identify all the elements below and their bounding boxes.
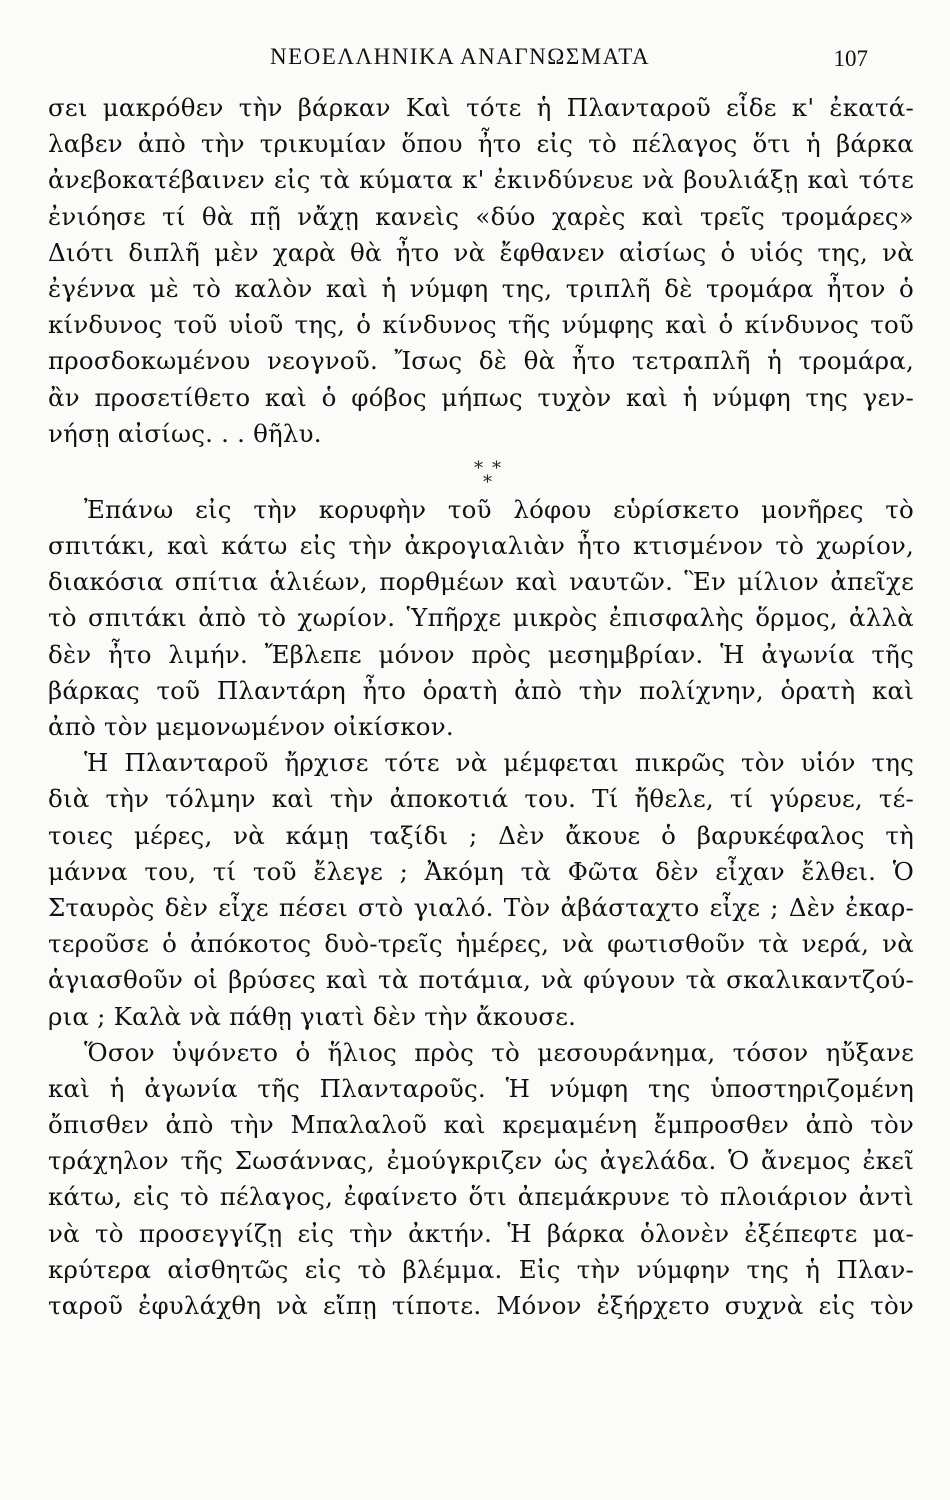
page-number: 107 [833, 46, 868, 71]
text-line: καὶ ἡ ἀγωνία τῆς Πλανταροῦς. Ἡ νύμφη της ὑποστηριζομένη [48, 1073, 914, 1103]
text-line: κρύτερα αἰσθητῶς εἰς τὸ βλέμμα. Εἰς τὴν νύμφην της ἡ Πλαν- [48, 1254, 914, 1284]
page-header [0, 44, 950, 80]
running-title: ΝΕΟΕΛΛΗΝΙΚΑ ΑΝΑΓΝΩΣΜΑΤΑ [270, 44, 651, 69]
text-line: ἐνιόησε τί θὰ πῇ νἄχῃ κανεὶς «δύο χαρὲς καὶ τρεῖς τρομάρες» [48, 201, 914, 231]
asterisk: * [483, 471, 492, 493]
asterisk: * [492, 457, 501, 479]
text-line: νὰ τὸ προσεγγίζῃ εἰς τὴν ἀκτήν. Ἡ βάρκα ὁλονὲν ἐξέπεφτε μα- [48, 1218, 914, 1248]
asterisk: * [474, 457, 483, 479]
text-line: Ἡ Πλανταροῦ ἤρχισε τότε νὰ μέμφεται πικρῶς τὸν υἱόν της [84, 748, 914, 778]
text-line: λαβεν ἀπὸ τὴν τρικυμίαν ὅπου ἦτο εἰς τὸ πέλαγος ὅτι ἡ βάρκα [48, 129, 914, 159]
text-line: τράχηλον τῆς Σωσάννας, ἐμούγκριζεν ὡς ἀγελάδα. Ὁ ἄνεμος ἐκεῖ [48, 1146, 914, 1176]
text-line: κάτω, εἰς τὸ πέλαγος, ἐφαίνετο ὅτι ἀπεμάκρυνε τὸ πλοιάριον ἀντὶ [48, 1182, 914, 1212]
text-line: ἐγέννα μὲ τὸ καλὸν καὶ ἡ νύμφη της, τριπλῆ δὲ τρομάρα ἦτον ὁ [48, 273, 914, 303]
text-line: ἂν προσετίθετο καὶ ὁ φόβος μήπως τυχὸν καὶ ἡ νύμφη της γεν- [48, 382, 914, 412]
text-line: σπιτάκι, καὶ κάτω εἰς τὴν ἀκρογιαλιὰν ἦτο κτισμένον τὸ χωρίον, [48, 531, 914, 561]
text-line: δὲν ἦτο λιμήν. Ἔβλεπε μόνον πρὸς μεσημβρίαν. Ἡ ἀγωνία τῆς [48, 639, 914, 669]
paragraph-2 [48, 492, 914, 745]
text-line: Διότι διπλῆ μὲν χαρὰ θὰ ἦτο νὰ ἔφθανεν αἰσίως ὁ υἱός της, νὰ [48, 237, 914, 267]
page-body [48, 90, 914, 1324]
text-line: τεροῦσε ὁ ἀπόκοτος δυὸ-τρεῖς ἡμέρες, νὰ φωτισθοῦν τὰ νερά, νὰ [48, 929, 914, 959]
text-line: διὰ τὴν τόλμην καὶ τὴν ἀποκοτιά του. Τί ἤθελε, τί γύρευε, τέ- [48, 784, 914, 814]
text-line: ἁγιασθοῦν οἱ βρύσες καὶ τὰ ποτάμια, νὰ φύγουν τὰ σκαλικαντζού- [48, 965, 914, 995]
text-line: Ὅσον ὑψόνετο ὁ ἥλιος πρὸς τὸ μεσουράνημα, τόσον ηὔξανε [84, 1037, 914, 1067]
text-line: μάννα του, τί τοῦ ἔλεγε ; Ἀκόμη τὰ Φῶτα δὲν εἶχαν ἔλθει. Ὁ [48, 856, 914, 886]
text-line: Ἐπάνω εἰς τὴν κορυφὴν τοῦ λόφου εὑρίσκετο μονῆρες τὸ [84, 494, 914, 524]
text-line: διακόσια σπίτια ἁλιέων, πορθμέων καὶ ναυτῶν. Ἓν μίλιον ἀπεῖχε [48, 567, 914, 597]
paragraph-4 [48, 1035, 914, 1325]
paragraph-1 [48, 90, 914, 452]
paragraph-3 [48, 745, 914, 1035]
text-line: Σταυρὸς δὲν εἶχε πέσει στὸ γιαλό. Τὸν ἀβάσταχτο εἶχε ; Δὲν ἐκαρ- [48, 892, 914, 922]
text-line: προσδοκωμένου νεογνοῦ. Ἴσως δὲ θὰ ἦτο τετραπλῆ ἡ τρομάρα, [48, 346, 914, 376]
text-line: κίνδυνος τοῦ υἱοῦ της, ὁ κίνδυνος τῆς νύμφης καὶ ὁ κίνδυνος τοῦ [48, 310, 914, 340]
text-line: βάρκας τοῦ Πλαντάρη ἦτο ὁρατὴ ἀπὸ τὴν πολίχνην, ὁρατὴ καὶ [48, 675, 914, 705]
text-line: ἀνεβοκατέβαινεν εἰς τὰ κύματα κ' ἐκινδύνευε νὰ βουλιάξῃ καὶ τότε [48, 165, 914, 195]
text-line: τὸ σπιτάκι ἀπὸ τὸ χωρίον. Ὑπῆρχε μικρὸς ἐπισφαλὴς ὅρμος, ἀλλὰ [48, 603, 914, 633]
text-line: ταροῦ ἐφυλάχθη νὰ εἴπῃ τίποτε. Μόνον ἐξήρχετο συχνὰ εἰς τὸν [48, 1291, 914, 1320]
text-line: ὄπισθεν ἀπὸ τὴν Μπαλαλοῦ καὶ κρεμαμένη ἔμπροσθεν ἀπὸ τὸν [48, 1110, 914, 1140]
text-line: ἀπὸ τὸν μεμονωμένον οἰκίσκον. [48, 712, 454, 741]
text-line: τοιες μέρες, νὰ κάμῃ ταξίδι ; Δὲν ἄκουε ὁ βαρυκέφαλος τὴ [48, 820, 914, 850]
section-separator [48, 452, 914, 492]
text-line: σει μακρόθεν τὴν βάρκαν Καὶ τότε ἡ Πλανταροῦ εἶδε κ' ἐκατά- [48, 93, 914, 122]
text-line: ρια ; Καλὰ νὰ πάθῃ γιατὶ δὲν τὴν ἄκουσε. [48, 1001, 577, 1031]
text-line: νήσῃ αἰσίως. . . θῆλυ. [48, 418, 322, 448]
